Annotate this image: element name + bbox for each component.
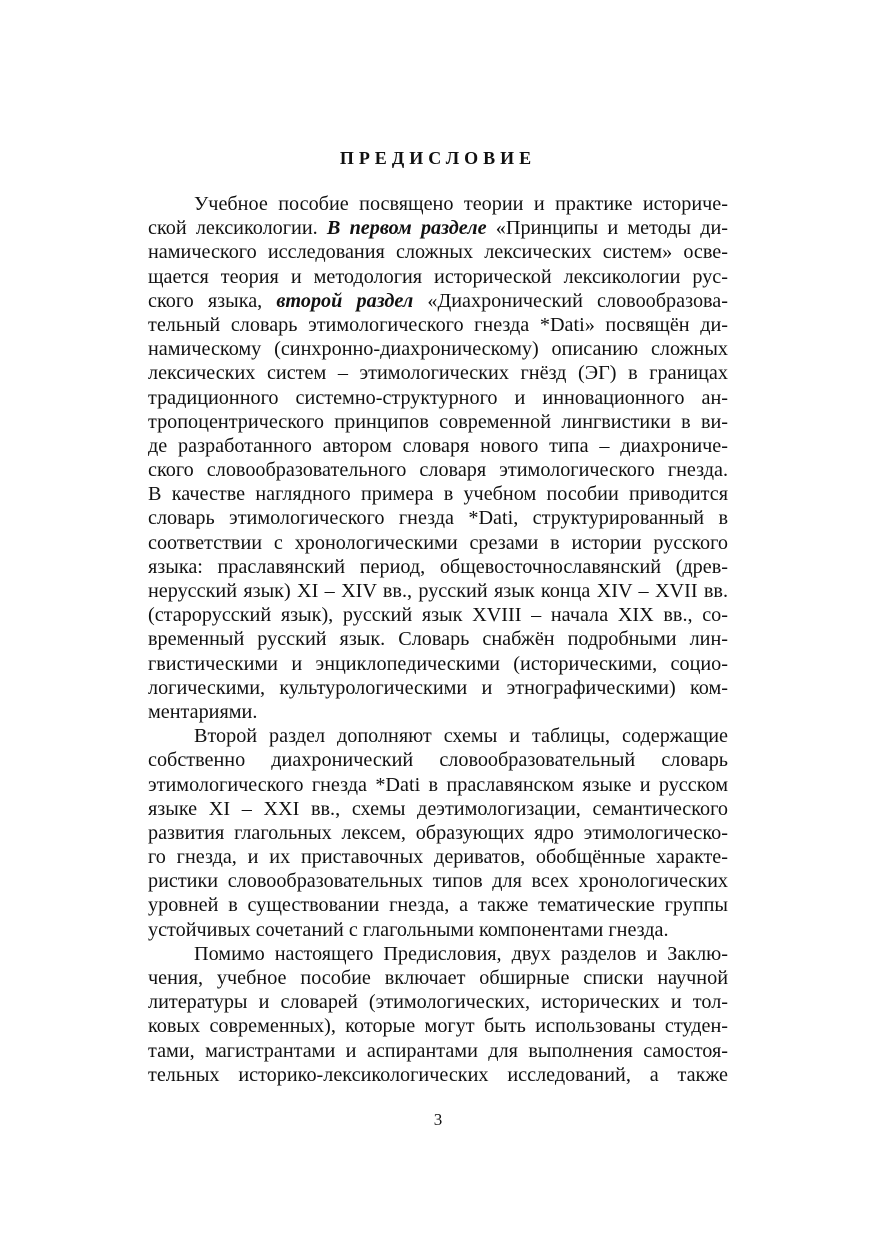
text-line: го гнезда, и их приставочных дериватов, обобщённые характе- <box>148 846 728 869</box>
text-line: (старорусский язык), русский язык XVIII – начала XIX вв., со- <box>148 604 728 627</box>
text-line: намическому (синхронно-диахроническому) описанию сложных <box>148 338 728 361</box>
page-number: 3 <box>433 1110 443 1129</box>
text-line: ристики словообразовательных типов для всех хронологических <box>148 870 728 893</box>
text-line: Учебное пособие посвящено теории и практике историче- <box>194 193 728 215</box>
text-run: ского языка, <box>148 289 277 312</box>
text-line: щается теория и методология исторической лексикологии рус- <box>148 265 728 288</box>
text-line: тами, магистрантами и аспирантами для выполнения самостоя- <box>148 1039 728 1062</box>
text-line: логическими, культурологическими и этнографическими) ком- <box>148 676 728 699</box>
text-run: «Диахронический словообразова- <box>413 289 728 312</box>
emphasis-first-section: В первом разделе <box>326 217 487 240</box>
text-line: ментариями. <box>148 700 258 723</box>
text-line: литературы и словарей (этимологических, исторических и тол- <box>148 991 728 1014</box>
text-run: «Принципы и методы ди- <box>486 217 728 240</box>
text-line: де разработанного автором словаря нового типа – диахрониче- <box>148 434 728 457</box>
body-text <box>148 192 728 1087</box>
text-line: временный русский язык. Словарь снабжён подробными лин- <box>148 628 728 651</box>
text-line: намического исследования сложных лексических систем» осве- <box>148 241 728 264</box>
text-line: языке XI – XXI вв., схемы деэтимологизации, семантического <box>148 797 728 820</box>
text-line: словарь этимологического гнезда *Dati, структурированный в <box>148 507 728 530</box>
text-line: языка: праславянский период, общевосточнославянский (древ- <box>148 555 728 578</box>
text-line: тропоцентрического принципов современной лингвистики в ви- <box>148 410 728 433</box>
text-line: нерусский язык) XI – XIV вв., русский язык конца XIV – XVII вв. <box>148 580 728 602</box>
text-line: тельных историко-лексикологических исследований, а также <box>148 1063 728 1086</box>
text-line: тельный словарь этимологического гнезда *Dati» посвящён ди- <box>148 313 728 336</box>
text-line <box>148 216 728 240</box>
text-line: уровней в существовании гнезда, а также тематические группы <box>148 894 728 917</box>
text-line: ковых современных), которые могут быть использованы студен- <box>148 1015 728 1038</box>
text-line: лексических систем – этимологических гнёзд (ЭГ) в границах <box>148 362 728 385</box>
text-run: ской лексикологии. <box>148 217 327 240</box>
text-line: устойчивых сочетаний с глагольными компонентами гнезда. <box>148 918 669 941</box>
text-line: этимологического гнезда *Dati в праславянском языке и русском <box>148 773 728 796</box>
emphasis-second-section: второй раздел <box>276 289 414 312</box>
paragraph-2 <box>148 724 728 942</box>
text-line: ского словообразовательного словаря этимологического гнезда. <box>148 459 728 482</box>
text-line <box>148 289 728 313</box>
paragraph-1 <box>148 192 728 724</box>
paragraph-3 <box>148 942 728 1087</box>
text-line: В качестве наглядного примера в учебном пособии приводится <box>148 483 728 506</box>
text-line: развития глагольных лексем, образующих ядро этимологическо- <box>148 821 728 844</box>
text-line: соответствии с хронологическими срезами в истории русского <box>148 531 728 554</box>
text-line: традиционного системно-структурного и инновационного ан- <box>148 386 728 409</box>
text-line: собственно диахронический словообразовательный словарь <box>148 749 728 772</box>
text-line: гвистическими и энциклопедическими (историческими, социо- <box>148 652 728 675</box>
text-line: Помимо настоящего Предисловия, двух разделов и Заклю- <box>194 942 728 965</box>
page-title: ПРЕДИСЛОВИЕ <box>339 148 537 168</box>
text-line: чения, учебное пособие включает обширные списки научной <box>148 967 728 989</box>
text-line: Второй раздел дополняют схемы и таблицы, содержащие <box>194 725 728 748</box>
